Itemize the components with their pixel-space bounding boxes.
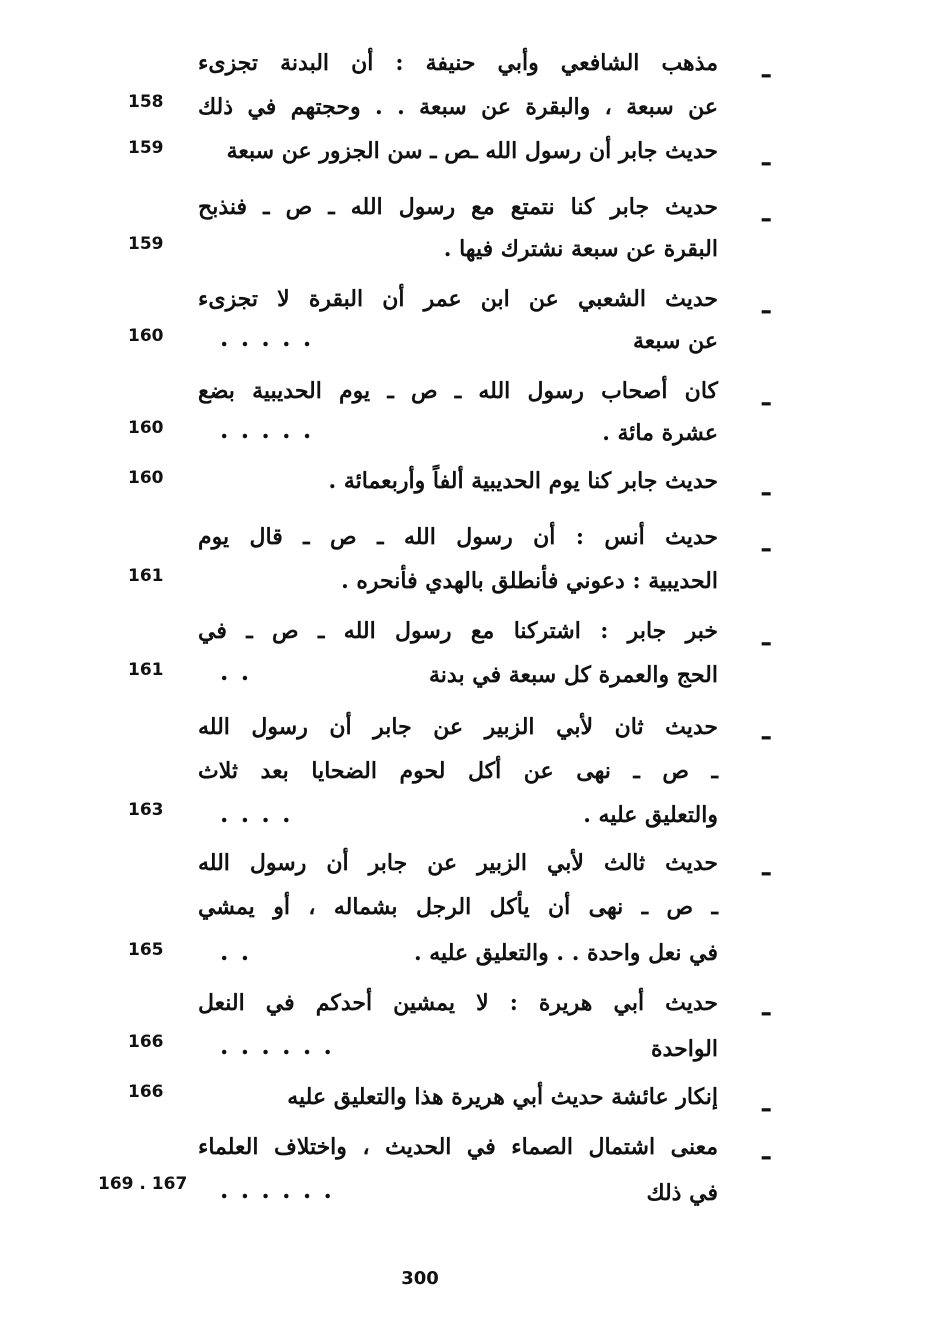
index-entry <box>90 986 770 1070</box>
entry-dash: ـ <box>762 852 770 882</box>
index-entry <box>90 376 770 456</box>
entry-line: مذهب الشافعي وأبي حنيفة : أن البدنة تجزىء <box>198 50 718 76</box>
index-entry <box>90 616 770 696</box>
page-number: 160 <box>128 418 164 438</box>
dot-leader: . . . . . <box>220 323 314 352</box>
entry-dash: ـ <box>762 198 770 228</box>
entry-line: الحج والعمرة كل سبعة في بدنة <box>428 662 718 688</box>
entry-line: حديث جابر كنا يوم الحديبية ألفاً وأربعمائة . <box>328 468 718 494</box>
entry-line: حديث ثان لأبي الزبير عن جابر أن رسول الله <box>198 714 718 740</box>
page-number: 159 <box>128 234 164 254</box>
entry-dash: ـ <box>762 622 770 652</box>
index-entry <box>90 136 770 176</box>
entry-line: والتعليق عليه . <box>583 802 718 828</box>
entry-line: حديث أنس : أن رسول الله ـ ص ـ قال يوم <box>198 524 718 550</box>
page-number: 163 <box>128 800 164 820</box>
page-number: 169 . 167 <box>98 1174 188 1194</box>
page-number: 160 <box>128 468 164 488</box>
page-number: 166 <box>128 1082 164 1102</box>
entry-line: عن سبعة ، والبقرة عن سبعة . . وحجتهم في ذلك <box>198 94 718 120</box>
entry-dash: ـ <box>762 528 770 558</box>
page-number: 166 <box>128 1032 164 1052</box>
entry-line: خبر جابر : اشتركنا مع رسول الله ـ ص ـ في <box>198 618 718 644</box>
index-entry <box>90 1082 770 1122</box>
entry-dash: ـ <box>762 54 770 84</box>
index-entry <box>90 48 770 128</box>
entry-line: حديث جابر كنا نتمتع مع رسول الله ـ ص ـ فنذبح <box>198 194 718 220</box>
index-entry <box>90 466 770 506</box>
entry-line: الواحدة <box>651 1036 718 1062</box>
entry-line: في ذلك <box>646 1180 718 1206</box>
entry-dash: ـ <box>762 142 770 172</box>
entry-dash: ـ <box>762 1136 770 1166</box>
index-entry <box>90 846 770 976</box>
entry-line: في نعل واحدة . . والتعليق عليه . <box>413 940 718 966</box>
page-number: 165 <box>128 940 164 960</box>
index-entry <box>90 284 770 364</box>
page-number: 158 <box>128 92 164 112</box>
page-number: 161 <box>128 566 164 586</box>
page-folio-number: 300 <box>401 1268 439 1289</box>
entry-line: حديث أبي هريرة : لا يمشين أحدكم في النعل <box>198 990 718 1016</box>
dot-leader: . . <box>220 657 252 686</box>
entry-dash: ـ <box>762 290 770 320</box>
index-entry <box>90 192 770 272</box>
entry-dash: ـ <box>762 382 770 412</box>
dot-leader: . . . . . . <box>220 1175 334 1204</box>
dot-leader: . . . . . <box>220 415 314 444</box>
entry-line: كان أصحاب رسول الله ـ ص ـ يوم الحديبية بضع <box>198 378 718 404</box>
entry-line: إنكار عائشة حديث أبي هريرة هذا والتعليق عليه <box>287 1084 718 1110</box>
page-number: 161 <box>128 660 164 680</box>
dot-leader: . . . . . . <box>220 1031 334 1060</box>
entry-line: ـ ص ـ نهى أن يأكل الرجل بشماله ، أو يمشي <box>198 894 718 920</box>
dot-leader: . . <box>220 937 252 966</box>
page-number: 159 <box>128 138 164 158</box>
dot-leader: . . . . <box>220 799 293 828</box>
index-entry <box>90 710 770 836</box>
entry-line: معنى اشتمال الصماء في الحديث ، واختلاف العلماء <box>198 1134 718 1160</box>
entry-dash: ـ <box>762 992 770 1022</box>
entry-line: الحديبية : دعوني فأنطلق بالهدي فأنحره . <box>341 568 718 594</box>
entry-dash: ـ <box>762 472 770 502</box>
entry-dash: ـ <box>762 1088 770 1118</box>
entry-line: عشرة مائة . <box>602 420 718 446</box>
entry-line: حديث الشعبي عن ابن عمر أن البقرة لا تجزىء <box>198 286 718 312</box>
entry-line: حديث ثالث لأبي الزبير عن جابر أن رسول الله <box>198 850 718 876</box>
entry-dash: ـ <box>762 716 770 746</box>
index-entry <box>90 522 770 602</box>
index-entry <box>90 1130 770 1214</box>
entry-line: ـ ص ـ نهى عن أكل لحوم الضحايا بعد ثلاث <box>198 758 718 784</box>
entry-line: حديث جابر أن رسول الله ـص ـ سن الجزور عن سبعة <box>226 138 718 164</box>
page-number: 160 <box>128 326 164 346</box>
entry-line: عن سبعة <box>632 328 718 354</box>
entry-line: البقرة عن سبعة نشترك فيها . <box>443 236 718 262</box>
